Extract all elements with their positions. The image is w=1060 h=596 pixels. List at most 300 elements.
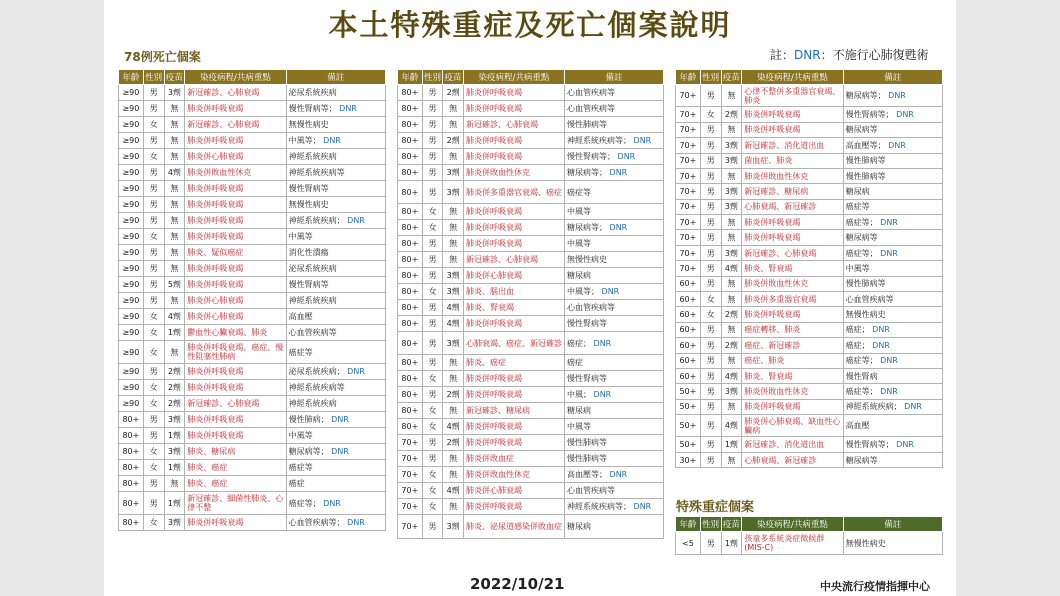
cell-sex: 男 [700, 122, 721, 137]
cell-remark [286, 325, 385, 341]
cell-age: ≥90 [119, 197, 144, 213]
remark-text: 癌症 [288, 479, 305, 489]
cell-remark [843, 122, 942, 137]
cell-course: 肺炎併呼吸衰竭 [463, 149, 564, 165]
cell-sex: 女 [700, 292, 721, 307]
cell-age: ≥90 [119, 181, 144, 197]
dnr-tag: DNR [614, 152, 636, 161]
remark-text: 無慢性病史 [845, 310, 886, 320]
cell-vaccine: 2劑 [721, 107, 742, 122]
cell-sex: 男 [143, 428, 164, 444]
cell-vaccine: 無 [443, 467, 464, 483]
cell-vaccine: 3劑 [164, 85, 185, 101]
remark-text: 糖尿病 [566, 521, 591, 531]
remark-text: 高血壓等； [566, 470, 607, 480]
cell-course: 肺炎併呼吸衰竭 [185, 277, 286, 293]
remark-text: 中風等 [566, 207, 591, 217]
cell-age: 80+ [398, 149, 423, 165]
cell-course: 肺炎併呼吸衰竭 [463, 236, 564, 252]
remark-text: 高血壓等； [845, 140, 886, 150]
cell-vaccine: 無 [443, 117, 464, 133]
cell-sex: 男 [422, 133, 443, 149]
cell-remark [286, 229, 385, 245]
remark-text: 癌症等； [845, 217, 878, 227]
cell-remark [286, 245, 385, 261]
case-row [398, 268, 664, 284]
cell-age: ≥90 [119, 165, 144, 181]
case-row [676, 199, 943, 214]
dnr-tag: DNR [328, 415, 349, 425]
cell-sex: 男 [143, 412, 164, 428]
cell-vaccine: 3劑 [721, 199, 742, 214]
cell-remark [843, 230, 942, 245]
remark-text: 無慢性病史 [288, 200, 329, 209]
cell-age: 80+ [398, 300, 423, 316]
cell-remark [286, 341, 385, 364]
right-margin [956, 0, 1060, 596]
case-row [398, 403, 664, 419]
cell-remark [286, 309, 385, 325]
cell-remark [286, 149, 385, 165]
remark-text: 慢性腎病等 [288, 280, 329, 289]
cell-course: 肺炎併呼吸衰竭 [463, 419, 564, 435]
cell-remark [286, 428, 385, 444]
remark-text: 慢性腎病等； [288, 104, 337, 113]
dnr-tag: DNR [590, 338, 612, 348]
cell-remark [564, 387, 663, 403]
cell-vaccine: 無 [443, 101, 464, 117]
remark-text: 慢性肺病等 [566, 438, 607, 448]
remark-text: 神經系統疾病等； [566, 136, 631, 145]
remark-text: 癌症； [845, 340, 870, 350]
cell-course: 肺炎併呼吸衰竭 [742, 215, 843, 230]
cell-course: 新冠確診、心肺衰竭 [185, 85, 286, 101]
cell-sex: 男 [700, 230, 721, 245]
header-course: 染疫病程/共病重點 [463, 70, 564, 85]
cell-vaccine: 2劑 [721, 307, 742, 322]
cell-remark [564, 101, 663, 117]
cell-sex: 女 [143, 380, 164, 396]
header-sex: 性別 [143, 70, 164, 85]
cell-sex: 女 [422, 220, 443, 236]
cell-course: 孩童多系統炎症徵候群(MIS-C) [742, 532, 843, 555]
cell-vaccine: 無 [443, 355, 464, 371]
cell-age: ≥90 [119, 364, 144, 380]
header-row [119, 70, 386, 85]
cell-sex: 男 [700, 138, 721, 153]
cell-age: ≥90 [119, 133, 144, 149]
cell-remark [843, 532, 942, 555]
case-row [119, 412, 386, 428]
cell-vaccine: 無 [721, 276, 742, 291]
cell-vaccine: 無 [721, 452, 742, 467]
remark-text: 糖尿病等 [845, 233, 878, 243]
cell-age: ≥90 [119, 101, 144, 117]
remark-text: 糖尿病等； [845, 91, 886, 101]
cell-age: 70+ [676, 153, 701, 168]
cell-age: 80+ [398, 165, 423, 181]
dnr-tag: DNR [893, 110, 914, 120]
dnr-tag: DNR [320, 136, 341, 145]
header-sex: 性別 [700, 70, 721, 85]
cell-sex: 女 [143, 396, 164, 412]
case-row [398, 371, 664, 387]
cell-remark [564, 284, 663, 300]
remark-text: 癌症等 [845, 202, 870, 212]
case-row [676, 384, 943, 399]
cell-sex: 男 [422, 165, 443, 181]
dnr-tag: DNR [885, 91, 906, 101]
cell-sex: 女 [422, 419, 443, 435]
case-row [398, 236, 664, 252]
dnr-tag: DNR [606, 168, 628, 177]
case-row [119, 261, 386, 277]
cell-vaccine: 4劑 [721, 261, 742, 276]
cell-course: 肺炎併呼吸衰竭 [742, 399, 843, 414]
cell-age: 80+ [398, 419, 423, 435]
cell-age: 60+ [676, 292, 701, 307]
cell-remark [564, 268, 663, 284]
cell-course: 新冠確診、心肺衰竭 [185, 396, 286, 412]
remark-text: 中風等 [566, 422, 591, 432]
cell-sex: 男 [700, 532, 721, 555]
dnr-tag: DNR [877, 356, 898, 366]
death-table-3 [675, 69, 943, 468]
cell-sex: 男 [143, 492, 164, 515]
dnr-tag: DNR [869, 325, 890, 335]
organization: 中央流行疫情指揮中心 [820, 580, 930, 593]
cell-remark [564, 149, 663, 165]
case-row [676, 292, 943, 307]
cell-vaccine: 無 [164, 133, 185, 149]
case-row [398, 435, 664, 451]
cell-age: 60+ [676, 368, 701, 383]
cell-sex: 男 [143, 85, 164, 101]
remark-text: 心血管疾病等 [845, 294, 894, 304]
cell-sex: 女 [143, 309, 164, 325]
case-row [398, 252, 664, 268]
cell-age: 80+ [398, 387, 423, 403]
report-date: 2022/10/21 [470, 575, 565, 593]
cell-remark [843, 353, 942, 368]
cell-age: 80+ [398, 117, 423, 133]
cell-remark [564, 435, 663, 451]
cell-course: 肺炎併呼吸衰竭 [463, 371, 564, 387]
case-row [398, 181, 664, 204]
cell-course: 新冠確診、心肺衰竭 [463, 117, 564, 133]
remark-text: 癌症； [845, 325, 870, 335]
cell-age: 80+ [398, 220, 423, 236]
cell-course: 肺炎、糖尿病 [185, 444, 286, 460]
remark-text: 中風等 [845, 263, 870, 273]
cell-vaccine: 2劑 [164, 380, 185, 396]
cell-remark [286, 133, 385, 149]
cell-remark [564, 252, 663, 268]
cell-course: 肺炎併呼吸衰竭 [463, 387, 564, 403]
case-row [676, 368, 943, 383]
cell-remark [843, 245, 942, 260]
header-age: 年齡 [676, 70, 701, 85]
remark-text: 消化性潰瘍 [288, 248, 329, 257]
case-row [398, 332, 664, 355]
cell-age: 70+ [398, 467, 423, 483]
case-row [676, 437, 943, 452]
case-row [119, 515, 386, 531]
cell-remark [564, 419, 663, 435]
case-row [119, 309, 386, 325]
cell-course: 肺炎、腎衰竭 [742, 368, 843, 383]
cell-age: 80+ [119, 492, 144, 515]
remark-text: 慢性腎病等； [845, 440, 894, 450]
dnr-tag: DNR [598, 287, 620, 297]
cell-age: 80+ [119, 444, 144, 460]
cell-sex: 男 [700, 168, 721, 183]
cell-remark [286, 181, 385, 197]
cell-sex: 男 [700, 85, 721, 107]
cell-vaccine: 無 [164, 117, 185, 133]
cell-vaccine: 無 [164, 476, 185, 492]
cell-vaccine: 無 [443, 236, 464, 252]
cell-course: 肺炎、腎衰竭 [463, 300, 564, 316]
cell-vaccine: 無 [164, 101, 185, 117]
case-row [676, 307, 943, 322]
cell-remark [843, 107, 942, 122]
cell-vaccine: 無 [164, 197, 185, 213]
case-row [398, 85, 664, 101]
cell-remark [564, 117, 663, 133]
cell-age: ≥90 [119, 85, 144, 101]
cell-vaccine: 2劑 [443, 435, 464, 451]
cell-sex: 男 [143, 245, 164, 261]
cell-remark [843, 399, 942, 414]
cell-course: 肺炎併心肺衰竭 [463, 483, 564, 499]
cell-vaccine: 4劑 [443, 483, 464, 499]
cell-remark [286, 380, 385, 396]
case-row [119, 364, 386, 380]
cell-vaccine: 3劑 [164, 515, 185, 531]
cell-course: 肺炎併心肺衰竭、缺血性心臟病 [742, 415, 843, 437]
cell-age: ≥90 [119, 293, 144, 309]
page-title: 本土特殊重症及死亡個案說明 [328, 8, 732, 42]
cell-age: 80+ [398, 316, 423, 332]
case-row [119, 229, 386, 245]
cell-sex: 女 [422, 467, 443, 483]
cell-vaccine: 無 [721, 292, 742, 307]
cell-remark [286, 213, 385, 229]
cell-course: 新冠確診、糖尿病 [742, 184, 843, 199]
cell-vaccine: 無 [164, 213, 185, 229]
remark-text: 糖尿病等 [845, 455, 878, 465]
cell-age: ≥90 [119, 341, 144, 364]
cell-age: ≥90 [119, 229, 144, 245]
case-row [119, 380, 386, 396]
cell-vaccine: 3劑 [721, 245, 742, 260]
case-row [119, 117, 386, 133]
cell-age: 80+ [398, 252, 423, 268]
cell-course: 癌症、肺炎 [742, 353, 843, 368]
cell-remark [564, 515, 663, 538]
cell-age: 80+ [119, 412, 144, 428]
cell-age: 80+ [398, 268, 423, 284]
cell-course: 肺炎、癌症 [185, 460, 286, 476]
cell-remark [286, 85, 385, 101]
cell-age: 70+ [676, 168, 701, 183]
remark-text: 癌症； [566, 338, 591, 348]
cell-sex: 男 [422, 355, 443, 371]
remark-text: 糖尿病等； [566, 223, 607, 233]
cell-age: 70+ [676, 215, 701, 230]
cell-sex: 男 [422, 332, 443, 355]
cell-age: 70+ [398, 435, 423, 451]
cell-vaccine: 4劑 [721, 368, 742, 383]
cell-course: 肺炎、腦出血 [463, 284, 564, 300]
remark-text: 糖尿病等 [845, 125, 878, 135]
remark-text: 慢性肺病； [288, 415, 329, 425]
cell-sex: 男 [143, 261, 164, 277]
remark-text: 中風等 [288, 431, 313, 441]
cell-sex: 女 [143, 444, 164, 460]
remark-text: 心血管疾病等 [566, 486, 615, 496]
cell-age: 80+ [398, 332, 423, 355]
remark-text: 神經系統疾病 [288, 296, 337, 305]
cell-vaccine: 1劑 [721, 532, 742, 555]
cell-remark [286, 277, 385, 293]
cell-age: 70+ [398, 451, 423, 467]
case-row [398, 101, 664, 117]
cell-remark [843, 138, 942, 153]
cell-sex: 男 [422, 515, 443, 538]
cell-remark [843, 292, 942, 307]
cell-vaccine: 3劑 [721, 384, 742, 399]
cell-vaccine: 2劑 [721, 338, 742, 353]
cell-vaccine: 4劑 [443, 419, 464, 435]
cell-remark [564, 181, 663, 204]
remark-text: 神經系統疾病； [845, 402, 902, 412]
cell-course: 肺炎併呼吸衰竭、癌症、慢性阻塞性肺病 [185, 341, 286, 364]
dnr-tag: DNR [344, 216, 365, 225]
header-row [398, 70, 664, 85]
case-row [676, 322, 943, 337]
cell-course: 肺炎併呼吸衰竭 [463, 316, 564, 332]
case-row [676, 85, 943, 107]
cell-sex: 男 [143, 476, 164, 492]
cell-course: 肺炎併呼吸衰竭 [463, 85, 564, 101]
cell-course: 菌血症、肺炎 [742, 153, 843, 168]
cell-course: 肺炎併敗血性休克 [463, 165, 564, 181]
cell-sex: 男 [422, 101, 443, 117]
case-row [119, 476, 386, 492]
header-vaccine: 疫苗 [721, 70, 742, 85]
cell-remark [843, 338, 942, 353]
case-row [398, 387, 664, 403]
cell-remark [843, 199, 942, 214]
cell-vaccine: 無 [721, 322, 742, 337]
remark-text: 神經系統疾病等 [288, 383, 345, 393]
cell-age: 70+ [398, 515, 423, 538]
case-row [119, 396, 386, 412]
cell-vaccine: 3劑 [443, 332, 464, 355]
cell-age: 80+ [398, 371, 423, 387]
cell-sex: 男 [700, 338, 721, 353]
header-course: 染疫病程/共病重點 [742, 70, 843, 85]
dnr-note [770, 46, 929, 63]
header-remark: 備註 [843, 70, 942, 85]
cell-remark [286, 293, 385, 309]
cell-sex: 男 [143, 133, 164, 149]
cell-sex: 男 [143, 165, 164, 181]
header-remark: 備註 [564, 70, 663, 85]
cell-course: 肺炎併敗血性休克 [463, 467, 564, 483]
cell-age: 80+ [119, 428, 144, 444]
cell-vaccine: 無 [443, 499, 464, 515]
remark-text: 糖尿病 [566, 406, 591, 416]
case-row [676, 452, 943, 467]
case-row [119, 428, 386, 444]
remark-text: 糖尿病 [566, 271, 591, 281]
cell-sex: 男 [700, 215, 721, 230]
cell-age: 60+ [676, 353, 701, 368]
dnr-tag: DNR [877, 248, 898, 258]
dnr-tag: DNR [344, 518, 365, 528]
dnr-tag: DNR [328, 447, 349, 457]
dnr-tag: DNR [336, 104, 357, 113]
cell-remark [286, 492, 385, 515]
case-row [398, 499, 664, 515]
cell-course: 心肺衰竭、新冠確診 [742, 452, 843, 467]
cell-sex: 女 [143, 149, 164, 165]
cell-sex: 男 [700, 322, 721, 337]
cell-remark [564, 300, 663, 316]
cell-remark [564, 204, 663, 220]
cell-vaccine: 3劑 [164, 412, 185, 428]
cell-remark [564, 451, 663, 467]
cell-vaccine: 無 [721, 122, 742, 137]
case-row [119, 101, 386, 117]
cell-sex: 男 [422, 435, 443, 451]
cell-vaccine: 無 [443, 220, 464, 236]
cell-age: 80+ [119, 460, 144, 476]
cell-remark [843, 452, 942, 467]
remark-text: 無慢性病史 [288, 120, 329, 129]
cell-course: 肺炎、癌症 [463, 355, 564, 371]
cell-course: 新冠確診、心肺衰竭 [742, 245, 843, 260]
case-row [676, 399, 943, 414]
remark-text: 慢性腎病等； [845, 110, 894, 120]
cell-sex: 男 [700, 415, 721, 437]
remark-text: 中風； [566, 390, 591, 400]
cell-sex: 男 [700, 245, 721, 260]
cell-remark [564, 133, 663, 149]
cell-course: 肺炎併多重器官衰竭、癌症 [463, 181, 564, 204]
dnr-tag: DNR [630, 136, 652, 145]
cell-remark [286, 101, 385, 117]
cell-course: 肺炎併呼吸衰竭 [185, 515, 286, 531]
cell-sex: 女 [422, 403, 443, 419]
remark-text: 中風等 [288, 232, 313, 241]
cell-remark [564, 316, 663, 332]
cell-sex: 女 [143, 325, 164, 341]
cell-course: 肺炎併呼吸衰竭 [742, 307, 843, 322]
case-row [676, 415, 943, 437]
cell-remark [564, 403, 663, 419]
note-suffix: ：不施行心肺復甦術 [820, 48, 929, 62]
remark-text: 癌症等； [845, 387, 878, 397]
case-row [676, 184, 943, 199]
cell-vaccine: 1劑 [164, 428, 185, 444]
cell-sex: 男 [143, 293, 164, 309]
remark-text: 慢性肺病等 [566, 454, 607, 464]
cell-remark [286, 396, 385, 412]
